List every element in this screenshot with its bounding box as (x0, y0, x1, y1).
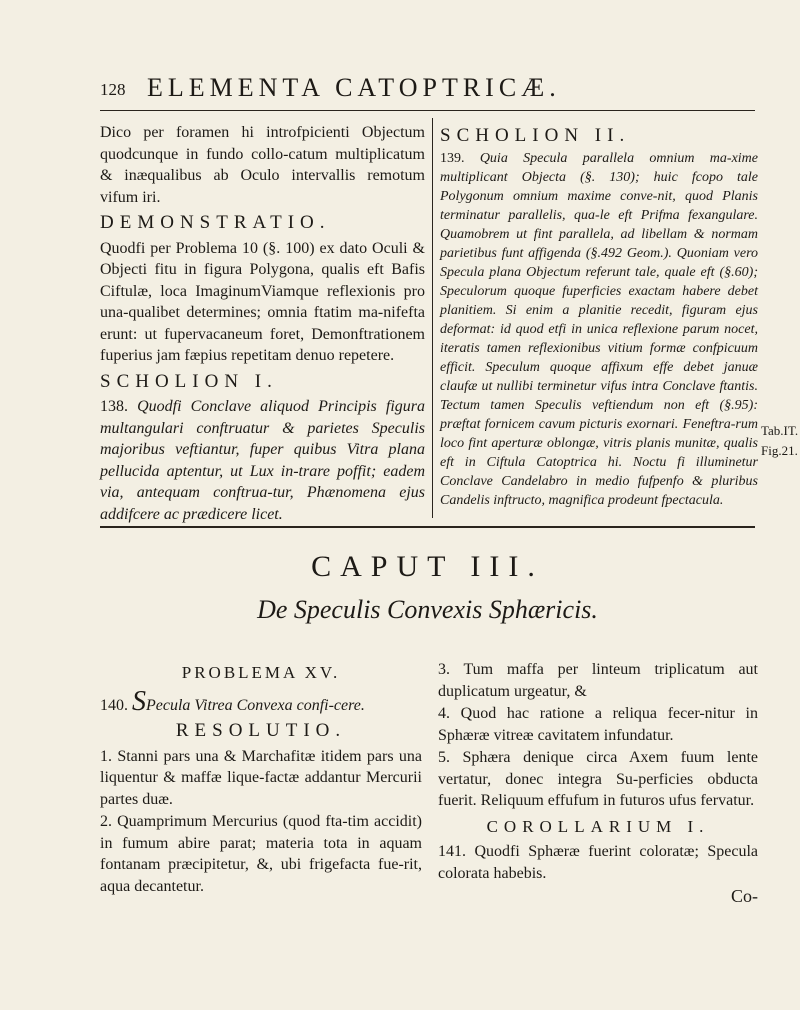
section-rule (100, 526, 755, 528)
corollarium-paragraph (438, 841, 758, 884)
demonstratio-heading: DEMONSTRATIO. (100, 212, 331, 233)
drop-cap: S (132, 685, 146, 717)
corollarium-heading: COROLLARIUM I. (486, 816, 710, 836)
problema-number: 140. (100, 696, 128, 714)
problema-statement (100, 685, 422, 717)
scholion-1-number: 138. (100, 398, 128, 415)
lower-left-column (100, 658, 422, 897)
upper-left-column (100, 122, 425, 525)
resolutio-heading: RESOLUTIO. (175, 720, 347, 741)
scholion-2-number: 139. (440, 151, 465, 166)
problema-heading: PROBLEMA XV. (181, 663, 341, 682)
running-title: ELEMENTA CATOPTRICÆ. (147, 73, 561, 102)
resolutio-step-4: 4. Quod hac ratione a reliqua fecer-nitur in Sphæræ vitreæ cavitatem infundatur. (438, 705, 758, 744)
page-number: 128 (100, 80, 126, 99)
scholion-1-heading: SCHOLION I. (100, 370, 278, 392)
problema-title: Pecula Vitrea Convexa confi-cere. (146, 696, 365, 714)
corollarium-number: 141. (438, 843, 466, 860)
resolutio-step-1: 1. Stanni pars una & Marchafitæ itidem pars una liquentur & maffæ lique-factæ addantur Mercurii partes duæ. (100, 747, 422, 808)
catchword: Co- (731, 886, 758, 906)
upper-right-column (440, 122, 758, 510)
chapter-heading: CAPUT III. (311, 550, 544, 583)
demonstratio-paragraph: Quodfi per Problema 10 (§. 100) ex dato Oculi & Objecti fitu in figura Polygona, qualis eft Bafis Ciftulæ, loca ImaginumViamque reflexionis pro una-qualibet determines; omnia ftatim ma-nifefta erunt: ut fupervacaneum foret, Demonftrationem fuperius jam fæpius repetitam denuo repetere. (100, 239, 425, 364)
column-divider (432, 118, 433, 518)
lower-right-column (438, 658, 758, 908)
margin-note-table: Tab.IT. (761, 423, 799, 438)
scholion-1-paragraph (100, 396, 425, 525)
scholion-1-text: Quodfi Conclave aliquod Principis figura multangulari conftruatur & parietes Speculis majoribus veftiantur, fuper quibus Vitra plana pellucida aptentur, ut Lux in-trare poffit; eadem via, antequam conftrua-tur, Phænomena ejus addifcere ac prædicere licet. (100, 398, 425, 523)
resolutio-step-5: 5. Sphæra denique circa Axem fuum lente vertatur, donec integra Su-perficies obducta fuerit. Reliquum effufum in futuros ufus fervatur. (438, 749, 758, 809)
header-rule (100, 110, 755, 111)
corollarium-text: Quodfi Sphæræ fuerint coloratæ; Specula colorata habebis. (438, 843, 758, 882)
intro-paragraph: Dico per foramen hi introfpicienti Objectum quodcunque in fundo collo-catum multiplicatum & inæqualibus ab Oculo intervallis remotum vifum iri. (100, 124, 425, 206)
resolutio-step-2: 2. Quamprimum Mercurius (quod fta-tim accidit) in fumum abire parat; materia tota in aquam fontanam præcipitetur, &, ubi frigefacta fue-rit, aqua decantetur. (100, 813, 422, 895)
margin-note-figure: Fig.21. (761, 443, 798, 458)
resolutio-step-3: 3. Tum maffa per linteum triplicatum aut duplicatum urgeatur, & (438, 661, 758, 700)
scholion-2-heading: SCHOLION II. (440, 125, 631, 146)
scholion-2-text: Quia Specula parallela omnium ma-xime multiplicant Objecta (§. 130); huic fcopo tale Polygonum omnium maxime conve-nit, quod Planis terminatur parallelis, qua-le eft Prifma fexangulare. Quamobrem ut fint parallela, ad libellam & normam parietibus funt affigenda (§.492 Geom.). Quoniam vero Specula plana Objectum referunt tale, quale eft (§.60); Speculorum quoque fuperficies exactam habere debet planitiem. Si enim a planitie recedit, figuram ejus deformat: id quod etfi in unica reflexione parum nocet, iteratis tamen reflexionibus vitium formæ confpicuum efficit. Speculum quoque affixum effe debet januæ claufæ ut nullibi terminetur vifus intra Conclave ftantis. Tectum tamen Speculis veftiendum non eft (§.95): præftat fornicem cavum picturis exornari. Feneftra-rum loco fint aperturæ oblongæ, vitris planis munitæ, qualis eft in Ciftula Catoptrica hi. Noctu fi illuminetur Conclave Candelabro in medio fufpenfo & pluribus Candelis inftructo, magnifica prodeunt fpectacula. (440, 151, 758, 508)
chapter-subtitle: De Speculis Convexis Sphæricis. (257, 595, 598, 624)
scholion-2-paragraph (440, 149, 758, 510)
